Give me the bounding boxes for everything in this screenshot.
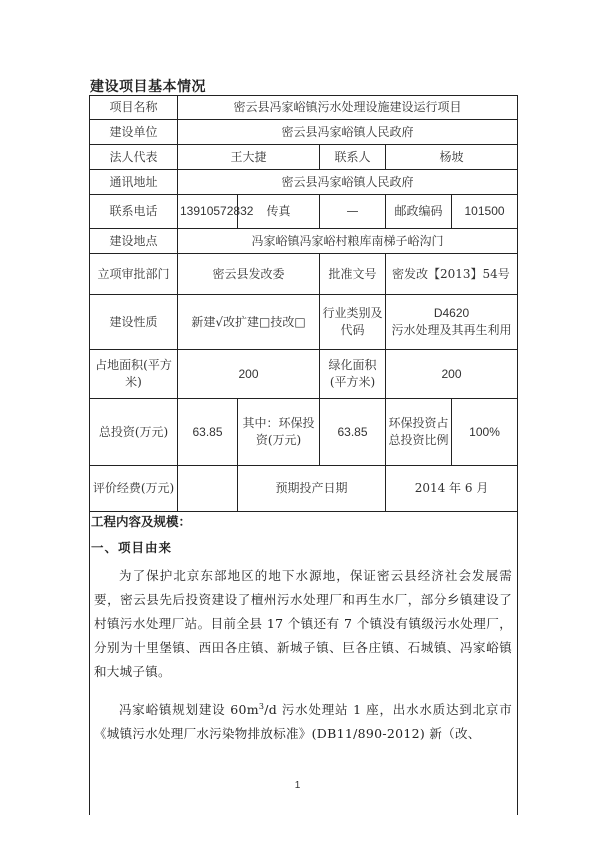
nature-value: 新建√改扩建□技改□ bbox=[178, 295, 320, 350]
total-invest-label: 总投资(万元) bbox=[90, 399, 178, 466]
industry-label: 行业类别及代码 bbox=[320, 295, 386, 350]
start-date-value: 2014 年 6 月 bbox=[386, 466, 518, 512]
nature-label: 建设性质 bbox=[90, 295, 178, 350]
approval-no-value: 密发改【2013】54号 bbox=[386, 254, 518, 295]
contact-value: 杨坡 bbox=[386, 145, 518, 170]
approval-dept-value: 密云县发改委 bbox=[178, 254, 320, 295]
project-name-value: 密云县冯家峪镇污水处理设施建设运行项目 bbox=[178, 96, 518, 120]
location-label: 建设地点 bbox=[90, 229, 178, 254]
location-value: 冯家峪镇冯家峪村粮库南梯子峪沟门 bbox=[178, 229, 518, 254]
table-row bbox=[90, 350, 518, 399]
eval-fee-value bbox=[178, 466, 238, 512]
table-row bbox=[90, 295, 518, 350]
paragraph-text: /d 污水处理站 1 座，出水水质达到北京市《城镇污水处理厂水污染物排放标准》(DB11/890-2012) 新（改、 bbox=[94, 702, 512, 741]
address-label: 通讯地址 bbox=[90, 170, 178, 195]
table-row bbox=[90, 96, 518, 120]
table-row bbox=[90, 120, 518, 145]
legal-rep-value: 王大捷 bbox=[178, 145, 320, 170]
table-row bbox=[90, 399, 518, 466]
unit-label: 建设单位 bbox=[90, 120, 178, 145]
table-row bbox=[90, 254, 518, 295]
env-invest-value: 63.85 bbox=[320, 399, 386, 466]
fax-label: 传真 bbox=[238, 195, 320, 229]
industry-code: D4620 bbox=[433, 306, 470, 320]
project-info-table bbox=[89, 95, 518, 512]
env-ratio-value: 100% bbox=[452, 399, 518, 466]
env-ratio-label: 环保投资占总投资比例 bbox=[386, 399, 452, 466]
eval-fee-label: 评价经费(万元) bbox=[90, 466, 178, 512]
page-number: 1 bbox=[294, 780, 301, 791]
approval-no-label: 批准文号 bbox=[320, 254, 386, 295]
table-row bbox=[90, 229, 518, 254]
phone-label: 联系电话 bbox=[90, 195, 178, 229]
unit-value: 密云县冯家峪镇人民政府 bbox=[178, 120, 518, 145]
table-row bbox=[90, 170, 518, 195]
area-label: 占地面积(平方米) bbox=[90, 350, 178, 399]
table-row bbox=[90, 195, 518, 229]
project-name-label: 项目名称 bbox=[90, 96, 178, 120]
industry-name: 污水处理及其再生利用 bbox=[391, 323, 512, 337]
table-row bbox=[90, 466, 518, 512]
contact-label: 联系人 bbox=[320, 145, 386, 170]
table-row bbox=[90, 145, 518, 170]
green-label: 绿化面积(平方米) bbox=[320, 350, 386, 399]
green-value: 200 bbox=[386, 350, 518, 399]
area-value: 200 bbox=[178, 350, 320, 399]
total-invest-value: 63.85 bbox=[178, 399, 238, 466]
fax-value: — bbox=[320, 195, 386, 229]
industry-value bbox=[386, 295, 518, 350]
superscript: 3 bbox=[258, 701, 265, 711]
phone-value: 13910572832 bbox=[178, 195, 238, 229]
env-invest-label: 其中：环保投资(万元) bbox=[238, 399, 320, 466]
paragraph: 为了保护北京东部地区的地下水源地，保证密云县经济社会发展需要，密云县先后投资建设了檀州污水处理厂和再生水厂，部分乡镇建设了村镇污水处理厂站。目前全县 17 个镇还有 7 个镇没有镇级污水处理厂，分别为十里堡镇、西田各庄镇、新城子镇、巨各庄镇、石城镇、冯家峪镇和大城子镇。 bbox=[94, 568, 512, 679]
paragraph bbox=[94, 698, 512, 746]
approval-dept-label: 立项审批部门 bbox=[90, 254, 178, 295]
legal-rep-label: 法人代表 bbox=[90, 145, 178, 170]
address-value: 密云县冯家峪镇人民政府 bbox=[178, 170, 518, 195]
postcode-value: 101500 bbox=[452, 195, 518, 229]
postcode-label: 邮政编码 bbox=[386, 195, 452, 229]
paragraph-text: 冯家峪镇规划建设 60m bbox=[119, 702, 259, 717]
scope-title: 工程内容及规模： bbox=[91, 514, 192, 529]
section-heading: 一、项目由来 bbox=[91, 540, 173, 555]
section-title: 建设项目基本情况 bbox=[90, 79, 206, 95]
start-date-label: 预期投产日期 bbox=[238, 466, 386, 512]
